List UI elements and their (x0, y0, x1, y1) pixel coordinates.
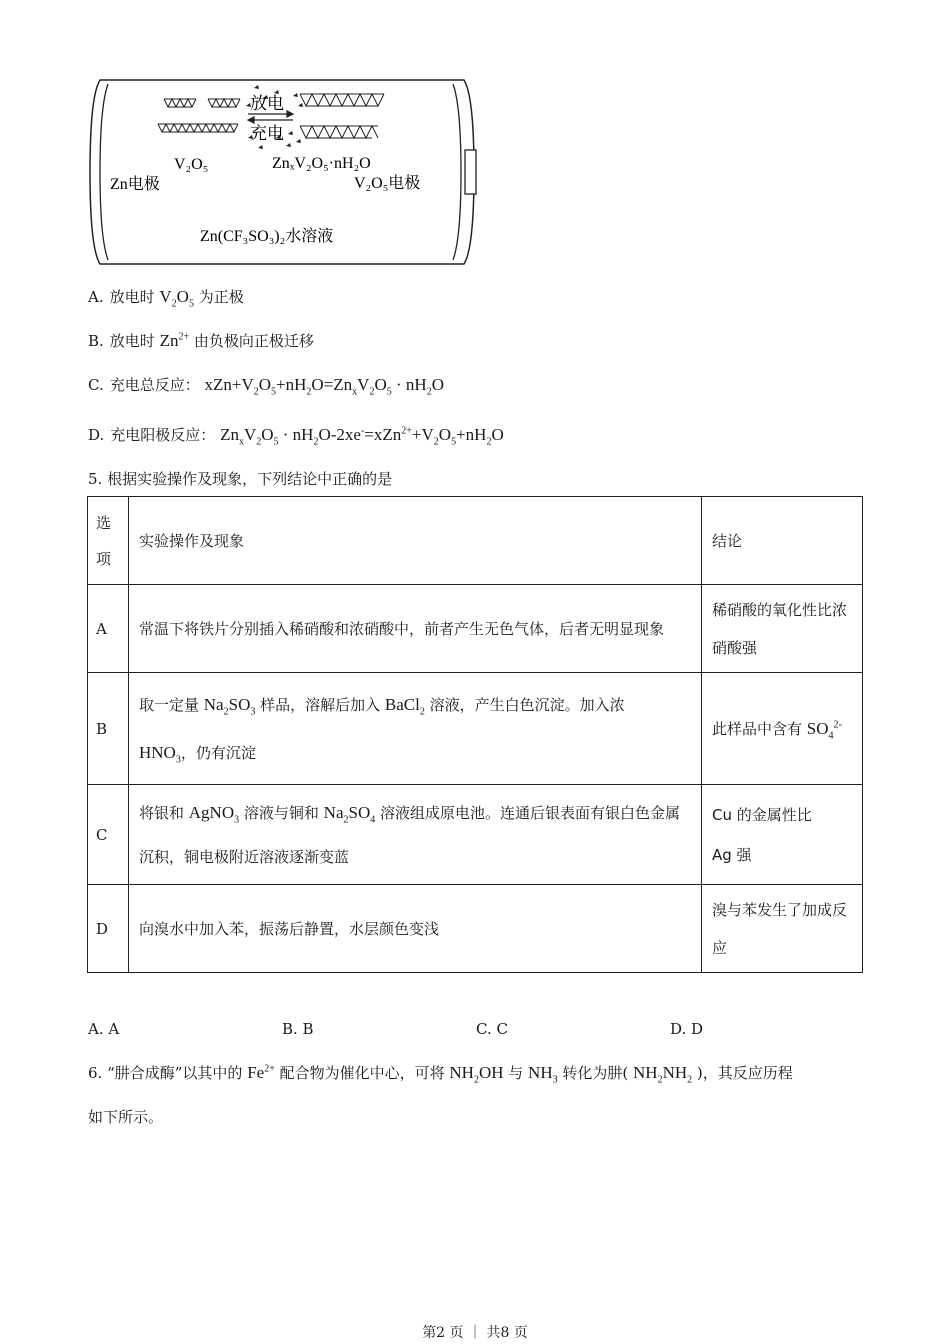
row-conclusion: 溴与苯发生了加成反应 (702, 885, 863, 973)
q4-option-b (88, 330, 314, 351)
option-text: 由负极向正极迁移 (189, 332, 314, 350)
option-label: A. (88, 288, 104, 306)
q6-stem-line2: 如下所示。 (88, 1108, 164, 1126)
answer-d: D. D (670, 1020, 704, 1038)
table-row (88, 673, 863, 785)
q4-option-d (88, 424, 504, 448)
conclusion-text: Cu 的金属性比 (712, 805, 812, 824)
header-text: 实验操作及现象 (139, 531, 245, 550)
option-text: 放电时 (109, 332, 160, 350)
discharge-label: 放电 (250, 94, 284, 114)
operation-text: 溶液组成原电池。连通后银表面有银白色金属沉积，铜电极附近溶液逐渐变蓝 (139, 803, 681, 866)
table-row (88, 585, 863, 673)
formula-so4: $SO_4^{2-}$ (806, 718, 842, 741)
zn-electrode-label: Zn电极 (110, 176, 160, 193)
formula-hydrazine: $NH_2NH_2$ (633, 1063, 693, 1086)
page-footer: 第2 页 ｜ 共8 页 (422, 1325, 528, 1341)
q6-text: 6. “肼合成酶”以其中的 (88, 1064, 248, 1082)
option-text: 充电总反应： (109, 376, 200, 394)
operation-text: 取一定量 (139, 695, 204, 714)
conclusion-text: 此样品中含有 (712, 719, 807, 738)
operation-text: 溶液与铜和 (239, 803, 324, 822)
row-option: C (88, 785, 129, 885)
header-text: 结论 (712, 531, 743, 550)
answer-a: A. A (88, 1020, 120, 1038)
formula-charge-total: $xZn+V_2O_5+nH_2O=Zn_xV_2O_5 \cdot nH_2O$ (204, 375, 444, 398)
battery-diagram (88, 76, 480, 268)
header-text: 选项 (96, 513, 112, 568)
option-text: 放电时 (109, 288, 160, 306)
v2o5-electrode-label: V₂O₅电极 (354, 175, 421, 192)
formula-na2so3: $Na_2SO_3$ (203, 694, 256, 717)
charge-label: 充电 (250, 124, 284, 144)
formula-nh3: $NH_3$ (528, 1063, 558, 1086)
formula-hno3: $HNO_3$ (139, 742, 181, 765)
answer-c: C. C (476, 1020, 508, 1038)
q5-table (87, 496, 863, 973)
q6-text: 与 (503, 1064, 529, 1082)
option-label: C. (88, 376, 104, 394)
q6-text: 配合物为催化中心，可将 (274, 1064, 450, 1082)
left-material-label: V₂O₅ (174, 156, 209, 173)
conclusion-text: Ag 强 (712, 845, 752, 864)
q6-text: 转化为肼( (557, 1064, 633, 1082)
operation-text: ，仍有沉淀 (180, 743, 256, 762)
row-operation (129, 673, 702, 785)
operation-text: 将银和 (139, 803, 189, 822)
electrolyte-label: Zn(CF₃SO₃)₂水溶液 (200, 228, 334, 245)
row-operation (129, 785, 702, 885)
battery-illustration (88, 76, 480, 268)
row-conclusion (702, 785, 863, 885)
option-text: 充电阳极反应： (110, 426, 216, 444)
operation-text: 溶液，产生白色沉淀。加入浓 (424, 695, 625, 714)
row-option: A (88, 585, 129, 673)
q5-stem: 5. 根据实验操作及现象，下列结论中正确的是 (88, 470, 393, 488)
formula-bacl2: BaCl$_2$ (384, 694, 425, 717)
q5-answer-choices (88, 1020, 788, 1044)
header-option (88, 497, 129, 585)
formula-nh2oh: $NH_2OH$ (449, 1063, 504, 1086)
row-conclusion (702, 673, 863, 785)
q4-option-a (88, 286, 244, 310)
row-option: B (88, 673, 129, 785)
formula-na2so4: $Na_2SO_4$ (323, 802, 376, 825)
q4-option-c (88, 374, 444, 398)
formula-agno3: AgNO$_3$ (188, 802, 240, 825)
formula-zn-ion: $Zn^{2+}$ (159, 331, 190, 350)
formula-fe-ion: $Fe^{2+}$ (247, 1063, 275, 1082)
header-conclusion (702, 497, 863, 585)
table-header-row (88, 497, 863, 585)
right-material-label: ZnₓV₂O₅·nH₂O (272, 155, 371, 172)
row-operation: 常温下将铁片分别插入稀硝酸和浓硝酸中，前者产生无色气体，后者无明显现象 (129, 585, 702, 673)
option-label: D. (88, 426, 105, 444)
row-operation: 向溴水中加入苯，振荡后静置，水层颜色变浅 (129, 885, 702, 973)
answer-b: B. B (282, 1020, 314, 1038)
option-text: 为正极 (193, 288, 244, 306)
table-row (88, 885, 863, 973)
row-conclusion: 稀硝酸的氧化性比浓硝酸强 (702, 585, 863, 673)
formula-v2o5: $V_2O_5$ (159, 287, 194, 310)
option-label: B. (88, 332, 104, 350)
row-option: D (88, 885, 129, 973)
operation-text: 样品，溶解后加入 (255, 695, 385, 714)
q6-text: )，其反应历程 (692, 1064, 793, 1082)
header-operation (129, 497, 702, 585)
table-row (88, 785, 863, 885)
q6-stem-line1 (88, 1062, 793, 1086)
formula-anode: $Zn_xV_2O_5 \cdot nH_2O-2xe^-=xZn^{2+}+V_2O_5+nH_2O$ (220, 425, 504, 448)
